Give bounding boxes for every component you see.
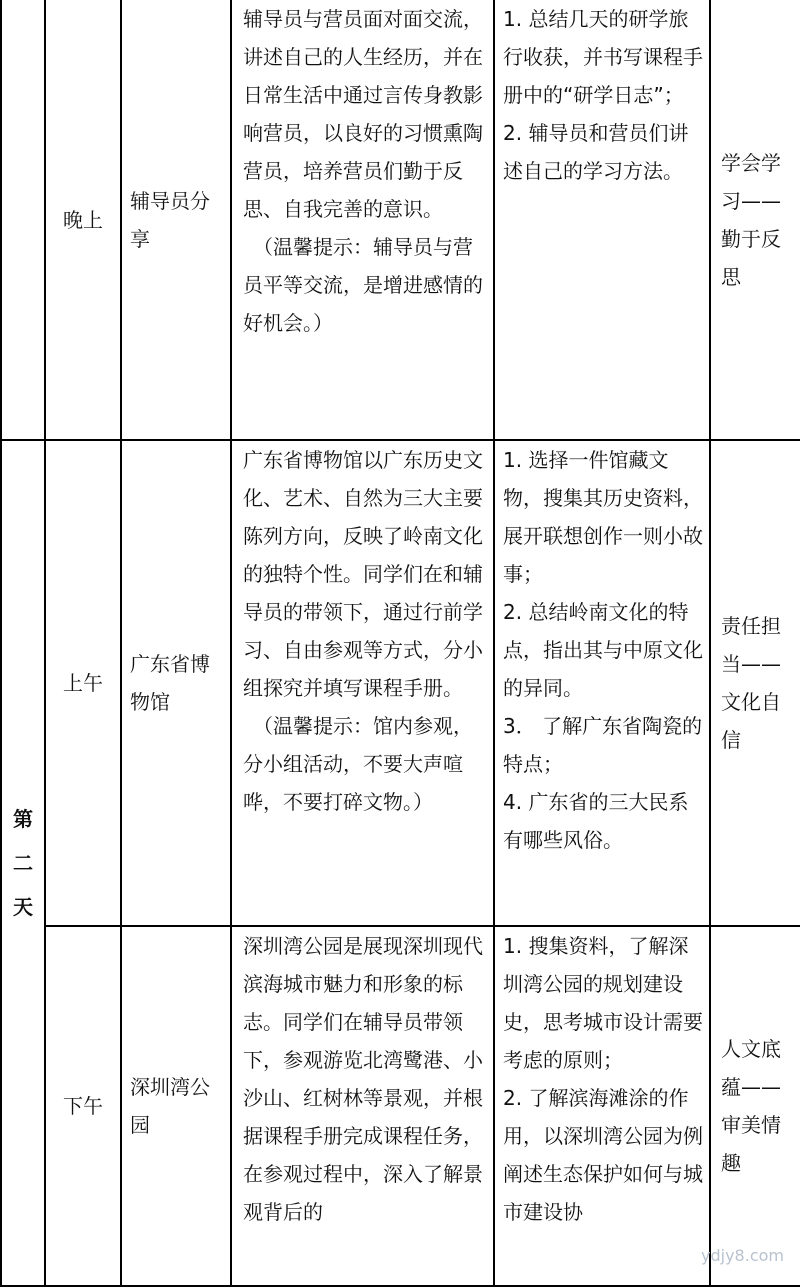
day-char: 天 <box>13 895 33 919</box>
description-paragraph: 辅导员与营员面对面交流，讲述自己的人生经历，并在日常生活中通过言传身教影响营员，以良好的习惯熏陶营员，培养营员们勤于反思、自我完善的意识。 <box>243 7 483 221</box>
place-cell: 广东省博物馆 <box>121 440 231 926</box>
watermark: ydjy8.com <box>701 1246 784 1265</box>
tip-paragraph: （温馨提示：馆内参观，分小组活动，不要大声喧哗，不要打碎文物。） <box>243 714 473 814</box>
task-item: 2. 了解滨海滩涂的作用，以深圳湾公园为例阐述生态保护如何与城市建设协 <box>503 1086 703 1224</box>
description-cell <box>231 0 494 440</box>
description-cell <box>231 926 494 1286</box>
time-cell: 上午 <box>45 440 121 926</box>
goal-cell: 人文底蕴——审美情趣 <box>710 926 800 1286</box>
task-cell <box>494 926 710 1286</box>
goal-cell: 责任担当——文化自信 <box>710 440 800 926</box>
table-row <box>1 926 800 1286</box>
description-cell <box>231 440 494 926</box>
place-cell: 辅导员分享 <box>121 0 231 440</box>
task-cell <box>494 0 710 440</box>
task-item: 4. 广东省的三大民系有哪些风俗。 <box>503 790 689 852</box>
time-cell: 晚上 <box>45 0 121 440</box>
place-cell: 深圳湾公园 <box>121 926 231 1286</box>
task-item: 2. 总结岭南文化的特点，指出其与中原文化的异同。 <box>503 600 703 700</box>
description-paragraph: 广东省博物馆以广东历史文化、艺术、自然为三大主要陈列方向，反映了岭南文化的独特个性。同学们在和辅导员的带领下，通过行前学习、自由参观等方式，分小组探究并填写课程手册。 <box>243 448 483 700</box>
day-cell <box>1 440 45 1286</box>
time-cell: 下午 <box>45 926 121 1286</box>
table-row <box>1 440 800 926</box>
task-item: 2. 辅导员和营员们讲述自己的学习方法。 <box>503 121 689 183</box>
goal-cell: 学会学习——勤于反思 <box>710 0 800 440</box>
task-cell <box>494 440 710 926</box>
table-row <box>1 0 800 440</box>
task-item: 3． 了解广东省陶瓷的特点； <box>503 714 703 776</box>
day-char: 第 <box>13 807 33 831</box>
description-paragraph: 深圳湾公园是展现深圳现代滨海城市魅力和形象的标志。同学们在辅导员带领下，参观游览北湾鹭港、小沙山、红树林等景观，并根据课程手册完成课程任务，在参观过程中，深入了解景观背后的 <box>243 934 483 1224</box>
task-item: 1. 总结几天的研学旅行收获，并书写课程手册中的“研学日志”； <box>503 7 703 107</box>
day-char: 二 <box>13 851 33 875</box>
day-cell-empty <box>1 0 45 440</box>
task-item: 1. 搜集资料，了解深圳湾公园的规划建设史，思考城市设计需要考虑的原则； <box>503 934 703 1072</box>
task-item: 1. 选择一件馆藏文物，搜集其历史资料，展开联想创作一则小故事； <box>503 448 703 586</box>
tip-paragraph: （温馨提示：辅导员与营员平等交流，是增进感情的好机会。） <box>243 235 483 335</box>
